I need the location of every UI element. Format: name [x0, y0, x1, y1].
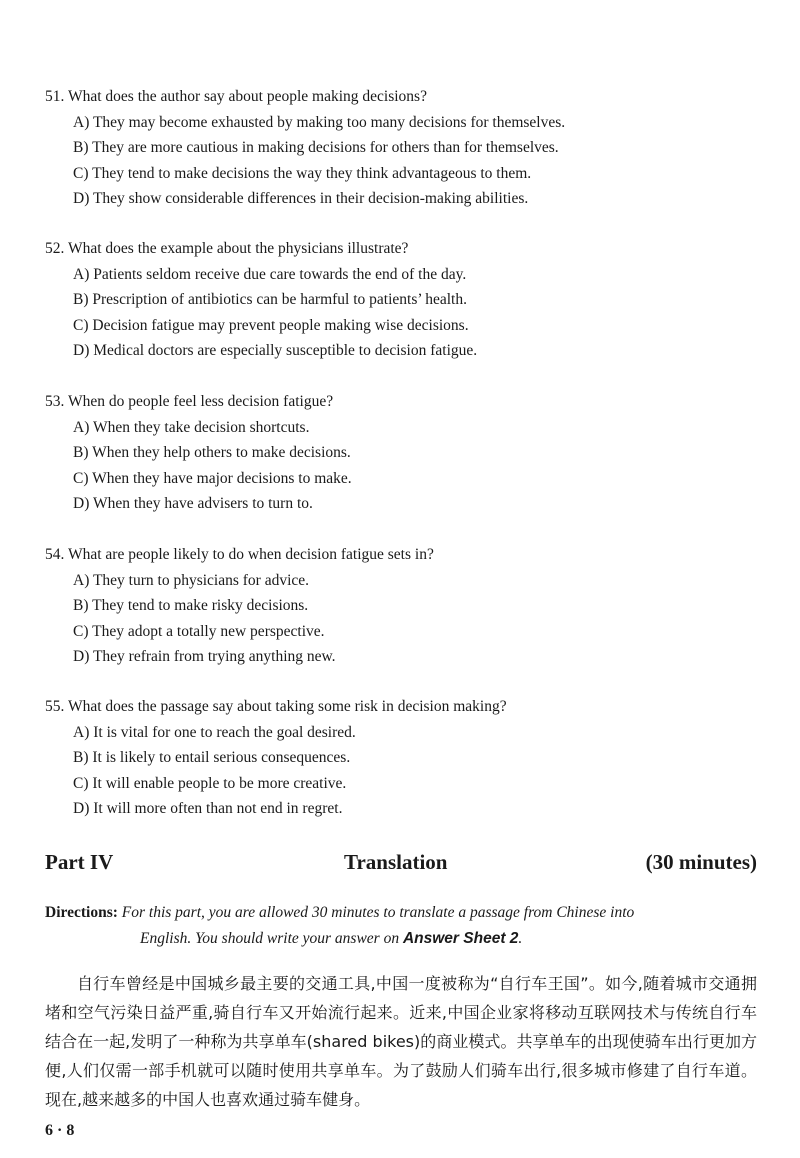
- question-55: [45, 694, 765, 822]
- question-stem: 53. When do people feel less decision fatigue?: [45, 393, 334, 410]
- question-stem: 51. What does the author say about people making decisions?: [45, 88, 427, 105]
- directions-line-2: English. You should write your answer on: [140, 930, 403, 947]
- option-b: B) Prescription of antibiotics can be harmful to patients’ health.: [73, 291, 467, 308]
- option-d: D) They refrain from trying anything new.: [73, 648, 336, 665]
- option-b: B) When they help others to make decisions.: [73, 444, 351, 461]
- option-a: A) It is vital for one to reach the goal desired.: [73, 723, 356, 741]
- option-b: B) They are more cautious in making decisions for others than for themselves.: [73, 139, 559, 156]
- option-d: D) They show considerable differences in their decision-making abilities.: [73, 190, 529, 207]
- question-stem: 54. What are people likely to do when decision fatigue sets in?: [45, 546, 434, 563]
- option-c: C) They adopt a totally new perspective.: [73, 622, 325, 640]
- part-label: Part IV: [45, 850, 114, 874]
- question-53: [45, 389, 765, 517]
- directions-label: Directions:: [45, 904, 118, 921]
- option-a: A) They turn to physicians for advice.: [73, 571, 310, 589]
- option-b: B) They tend to make risky decisions.: [73, 597, 309, 614]
- part-title: Translation: [344, 850, 448, 874]
- option-d: D) It will more often than not end in regret.: [73, 800, 343, 817]
- question-stem: 55. What does the passage say about taking some risk in decision making?: [45, 698, 507, 715]
- option-d: D) Medical doctors are especially susceptible to decision fatigue.: [73, 342, 478, 359]
- option-c: C) When they have major decisions to make.: [73, 469, 352, 487]
- option-c: C) It will enable people to be more creative.: [73, 774, 347, 792]
- directions: [45, 900, 757, 952]
- question-54: [45, 542, 765, 670]
- question-52: [45, 236, 765, 364]
- page-number: 6 · 8: [45, 1122, 75, 1139]
- question-stem: 52. What does the example about the physicians illustrate?: [45, 240, 409, 257]
- option-b: B) It is likely to entail serious consequences.: [73, 749, 351, 766]
- directions-period: .: [518, 930, 523, 947]
- translation-passage: 自行车曾经是中国城乡最主要的交通工具,中国一度被称为“自行车王国”。如今,随着城市交通拥堵和空气污染日益严重,骑自行车又开始流行起来。近来,中国企业家将移动互联网技术与传统自行车结合在一起,发明了一种称为共享单车(shared bikes)的商业模式。共享单车的出现使骑车出行更加方便,人们仅需一部手机就可以随时使用共享单车。为了鼓励人们骑车出行,很多城市修建了自行车道。现在,越来越多的中国人也喜欢通过骑车健身。: [45, 974, 757, 1109]
- part-header: [45, 850, 757, 880]
- option-a: A) They may become exhausted by making too many decisions for themselves.: [73, 113, 566, 131]
- option-a: A) Patients seldom receive due care towards the end of the day.: [73, 265, 467, 283]
- option-d: D) When they have advisers to turn to.: [73, 495, 313, 512]
- answer-sheet-ref: Answer Sheet 2: [402, 930, 519, 947]
- option-a: A) When they take decision shortcuts.: [73, 418, 310, 436]
- part-time: (30 minutes): [645, 850, 757, 874]
- question-51: [45, 84, 765, 212]
- directions-line-1: For this part, you are allowed 30 minutes to translate a passage from Chinese into: [121, 904, 635, 921]
- option-c: C) Decision fatigue may prevent people making wise decisions.: [73, 316, 469, 334]
- option-c: C) They tend to make decisions the way they think advantageous to them.: [73, 164, 532, 182]
